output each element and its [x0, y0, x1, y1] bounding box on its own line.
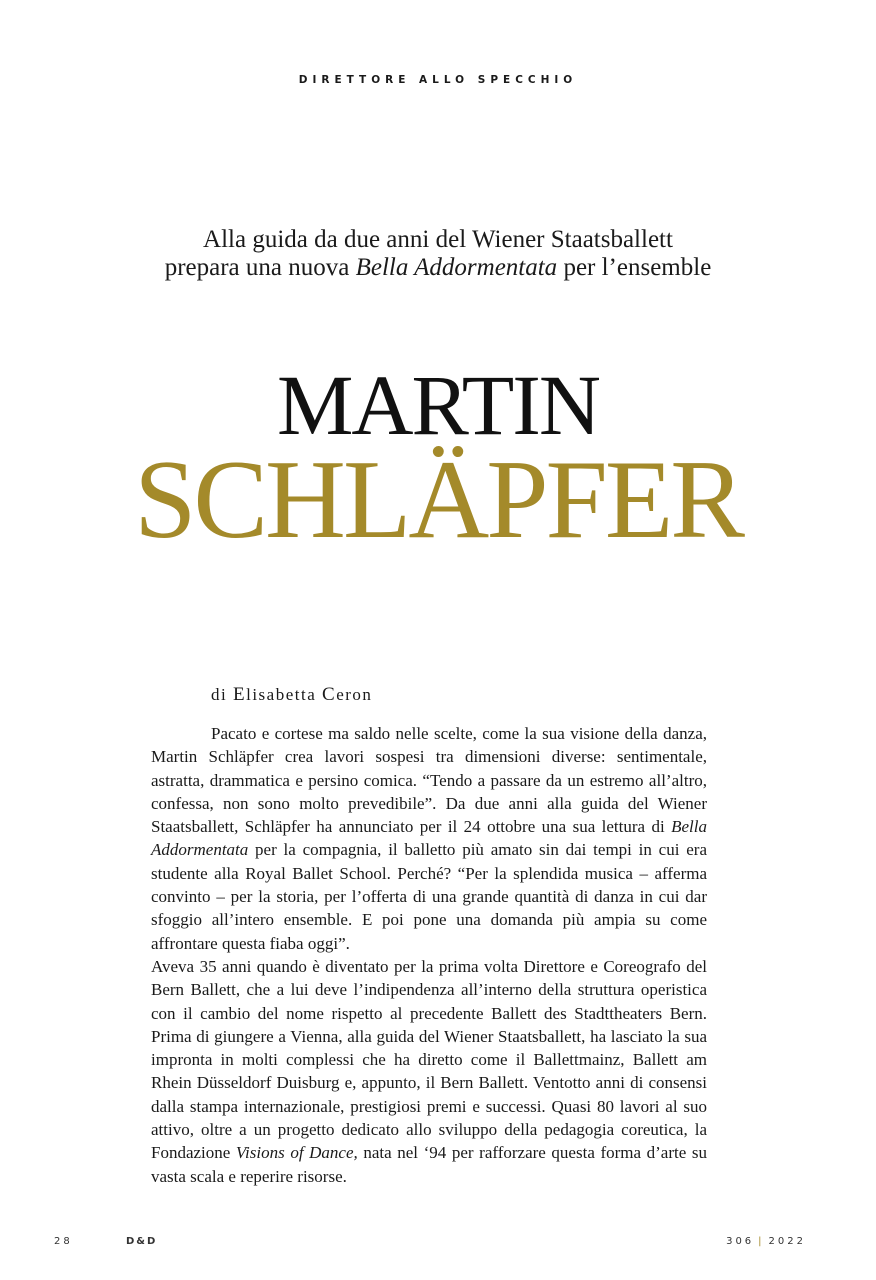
page-number: 28 [54, 1236, 73, 1247]
issue-year: 2022 [768, 1236, 806, 1247]
subtitle-line-2 [0, 254, 876, 282]
issue-separator: | [758, 1236, 765, 1247]
subtitle-line-2-italic: Bella Addormentata [355, 254, 558, 281]
byline-last-rest: eron [336, 685, 373, 704]
byline-first-initial: E [232, 684, 247, 705]
byline-last-initial: C [322, 684, 337, 705]
subtitle-line-2-post: per l’ensemble [557, 254, 712, 281]
byline [211, 684, 372, 706]
title-last-name: SCHLÄPFER [134, 438, 742, 562]
paragraph-1-text-b: per la compagnia, il balletto più amato sin dai tempi in cui era studente alla Royal Ballet School. Perché? “Per la splendida musica – afferma convinto – per la storia, per l’offerta di una grande quantità di danza in cui dar sfoggio all’intero ensemble. E poi pone una domanda più ampia su come affrontare questa fiaba oggi”. [151, 840, 707, 953]
magazine-name: D&D [126, 1236, 158, 1247]
article-paragraph-1 [151, 722, 707, 955]
paragraph-1-italic: Bella Addormentata [151, 817, 707, 860]
section-kicker: DIRETTORE ALLO SPECCHIO [298, 74, 578, 86]
article-body [151, 722, 707, 1188]
paragraph-1-text-a: Pacato e cortese ma saldo nelle scelte, come la sua visione della danza, Martin Schläpfer crea lavori sospesi tra dimensioni diverse: sentimentale, astratta, drammatica e persino comica. “Tendo a passare da un estremo all’altro, confessa, non sono molto prevedibile”. Da due anni alla guida del Wiener Staatsballett, Schläpfer ha annunciato per il 24 ottobre una sua lettura di [151, 724, 707, 837]
paragraph-2-text-b: nata nel ‘94 per rafforzare questa forma d’arte su vasta scala e reperire risorse. [151, 1143, 707, 1186]
paragraph-2-italic: Visions of Dance, [235, 1143, 358, 1163]
issue-number: 306 [726, 1236, 755, 1247]
article-subtitle [0, 226, 876, 282]
paragraph-2-text-a: Aveva 35 anni quando è diventato per la prima volta Direttore e Coreografo del Bern Ballett, che a lui deve l’indipendenza all’interno della struttura operistica con il cambio del nome rispetto al precedente Ballett des Stadttheaters Bern. Prima di giungere a Vienna, alla guida del Wiener Staatsballett, ha lasciato la sua impronta in molti complessi che ha diretto come il Ballettmainz, Ballett am Rhein Düsseldorf Duisburg e, appunto, il Bern Ballett. Ventotto anni di consensi dalla stampa internazionale, prestigiosi premi e successi. Quasi 80 lavori al suo attivo, oltre a un progetto dedicato allo sviluppo della pedagogia coreutica, la Fondazione [151, 956, 707, 1163]
article-paragraph-2 [151, 955, 707, 1188]
title-first-name: MARTIN [276, 357, 600, 453]
byline-prefix: di [211, 685, 233, 704]
byline-first-rest: lisabetta [246, 685, 322, 704]
subtitle-line-1: Alla guida da due anni del Wiener Staatsballett [203, 226, 673, 253]
subtitle-line-2-pre: prepara una nuova [164, 254, 356, 281]
issue-info [726, 1236, 806, 1247]
